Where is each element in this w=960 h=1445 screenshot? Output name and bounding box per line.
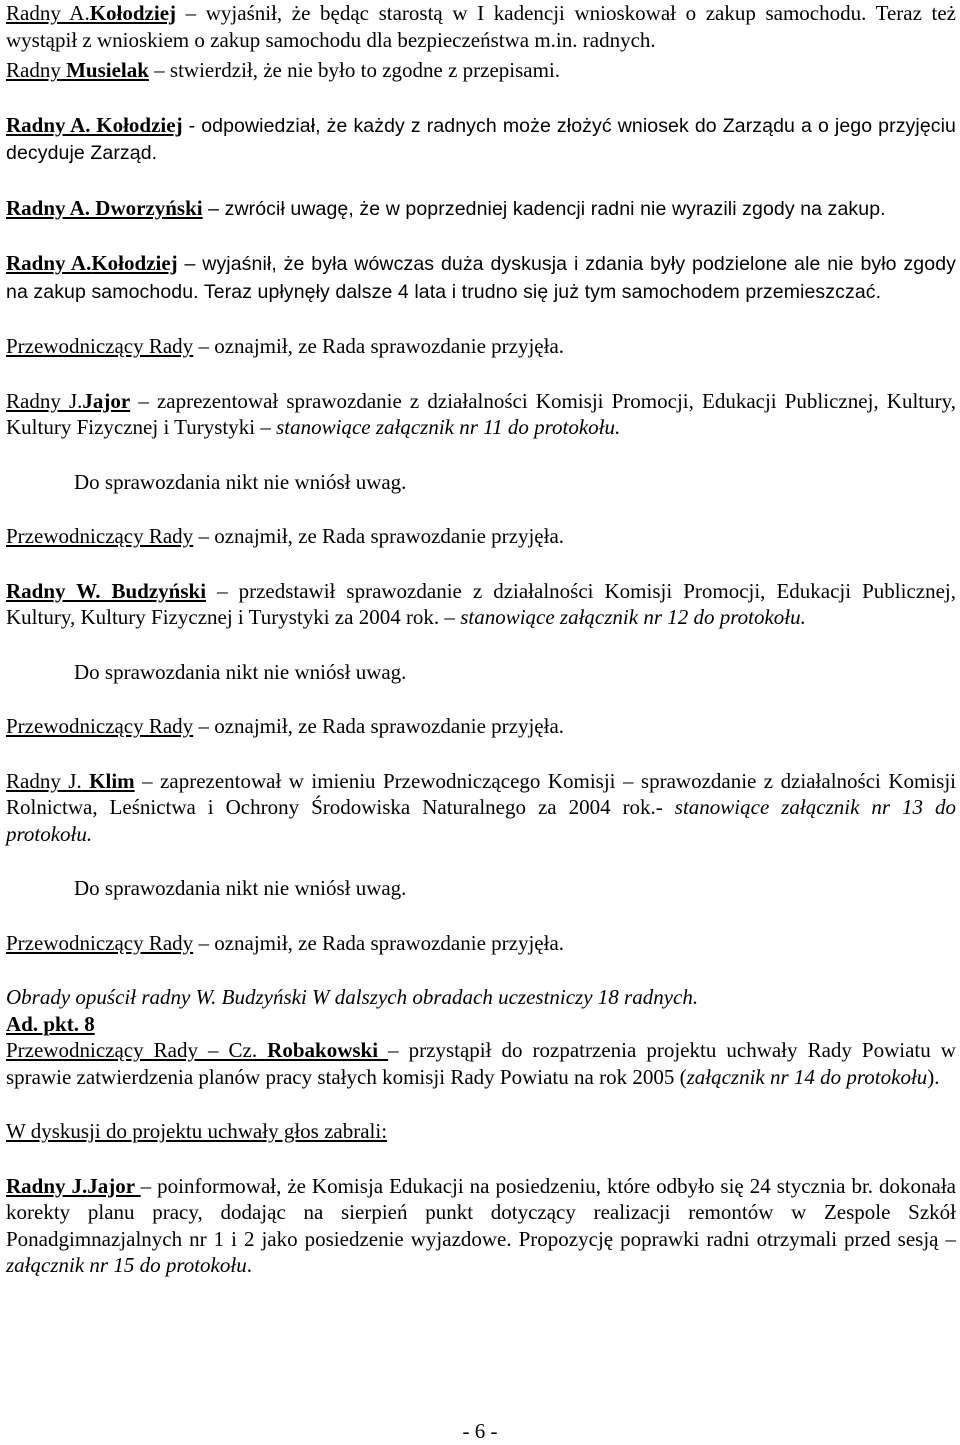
- paragraph-jajor-1: [6, 388, 956, 441]
- attachment-reference: załącznik nr 14 do protokołu: [686, 1064, 928, 1089]
- paragraph-text-end: .: [246, 1253, 252, 1277]
- paragraph-text: – oznajmił, ze Rada sprawozdanie przyjęła.: [193, 334, 565, 358]
- paragraph-text: – poinformował, że Komisja Edukacji na posiedzeniu, które odbyło się 24 stycznia br. dokonała korekty planu pracy, dodając na sierpień punkt dotyczący realizacji remontów w Zespole Szkół Ponadgimnazjalnych nr 1 i 2 jako posiedzenie wyjazdowe. Propozycję poprawki radni otrzymali przed sesją –: [6, 1173, 956, 1251]
- attachment-reference: załącznik nr 15 do protokołu: [6, 1253, 247, 1277]
- paragraph-text: – stwierdził, że nie było to zgodne z przepisami.: [148, 58, 561, 82]
- speaker-surname: Robakowski: [257, 1038, 389, 1062]
- speaker-name: Przewodniczący Rady: [6, 334, 194, 358]
- speaker-name: Przewodniczący Rady: [6, 524, 194, 548]
- paragraph-text: – zwrócił uwagę, że w poprzedniej kadencji radni nie wyrazili zgody na zakup.: [202, 197, 886, 220]
- page-number: - 6 -: [462, 1419, 498, 1443]
- speaker-name: Przewodniczący Rady: [6, 930, 194, 955]
- paragraph-text: – zaprezentował w imieniu Przewodniczącego Komisji – sprawozdanie z działalności Komisji Rolnictwa, Leśnictwa i Ochrony Środowiska Naturalnego za 2004 rok.-: [6, 768, 956, 819]
- attachment-reference: stanowiące załącznik nr 12 do protokołu.: [460, 605, 806, 629]
- paragraph-chairman-4: [6, 930, 956, 957]
- paragraph-no-remarks-3: Do sprawozdania nikt nie wniósł uwag.: [74, 876, 407, 900]
- paragraph-no-remarks-2: Do sprawozdania nikt nie wniósł uwag.: [74, 659, 407, 684]
- discussion-heading: W dyskusji do projektu uchwały głos zabrali:: [6, 1119, 388, 1143]
- speaker-surname: Budzyński: [100, 578, 207, 603]
- paragraph-kolodziej-3: [6, 250, 956, 305]
- paragraph-text: – przedstawił sprawozdanie z działalności Komisji Promocji, Edukacji Publicznej, Kultury, Kultury Fizycznej i Turystyki za 2004 rok. –: [6, 578, 956, 629]
- paragraph-text: – wyjaśnił, że będąc starostą w I kadencji wnioskował o zakup samochodu. Teraz też wystąpił z wnioskiem o zakup samochodu dla bezpieczeństwa m.in. radnych.: [6, 1, 956, 52]
- speaker-name: Radny J.: [6, 768, 82, 793]
- speaker-surname: Kołodziej: [90, 112, 183, 137]
- attachment-reference: stanowiące załącznik nr 13 do protokołu.: [6, 795, 956, 846]
- speaker-surname: Jajor: [82, 388, 131, 413]
- paragraph-klim: [6, 768, 956, 848]
- attachment-reference: stanowiące załącznik nr 11 do protokołu.: [276, 415, 621, 439]
- paragraph-kolodziej-2: [6, 112, 956, 167]
- paragraph-text: – oznajmił, ze Rada sprawozdanie przyjęła.: [193, 930, 565, 955]
- paragraph-text: – wyjaśnił, że była wówczas duża dyskusja i zdania były podzielone ale nie było zgody na zakup samochodu. Teraz upłynęły dalsze 4 lata i trudno się już tym samochodem przemieszczać.: [6, 253, 956, 303]
- paragraph-text: - odpowiedział, że każdy z radnych może złożyć wniosek do Zarządu a o jego przyjęciu decyduje Zarząd.: [6, 114, 957, 164]
- paragraph-text: – przystąpił do rozpatrzenia projektu uchwały Rady Powiatu w sprawie zatwierdzenia planów pracy stałych komisji Rady Powiatu na rok 2005 (: [6, 1038, 956, 1089]
- speaker-surname: Musielak: [66, 58, 149, 82]
- speaker-surname: Klim: [81, 768, 135, 793]
- paragraph-attendance-note: Obrady opuścił radny W. Budzyński W dalszych obradach uczestniczy 18 radnych.: [6, 985, 699, 1009]
- speaker-name: Przewodniczący Rady – Cz.: [6, 1038, 258, 1062]
- paragraph-musielak: [6, 57, 956, 84]
- agenda-point-heading: Ad. pkt. 8: [6, 1011, 95, 1036]
- paragraph-text: – oznajmił, ze Rada sprawozdanie przyjęła.: [193, 714, 565, 738]
- speaker-name: Radny: [6, 58, 61, 82]
- speaker-name: Radny W.: [6, 578, 101, 603]
- speaker-name: Radny A.: [6, 112, 91, 137]
- paragraph-jajor-2: [6, 1173, 956, 1279]
- paragraph-no-remarks-1: Do sprawozdania nikt nie wniósł uwag.: [74, 469, 407, 494]
- paragraph-text: – zaprezentował sprawozdanie z działalności Komisji Promocji, Edukacji Publicznej, Kultury, Kultury Fizycznej i Turystyki –: [6, 388, 956, 439]
- paragraph-kolodziej-1: [6, 0, 956, 53]
- speaker-surname: Kołodziej: [91, 251, 178, 275]
- paragraph-text-end: ).: [927, 1064, 940, 1089]
- paragraph-chairman-1: [6, 333, 956, 360]
- paragraph-chairman-3: [6, 713, 956, 740]
- paragraph-robakowski: [6, 1037, 956, 1090]
- paragraph-text: – oznajmił, ze Rada sprawozdanie przyjęła.: [193, 524, 565, 548]
- paragraph-budzynski: [6, 578, 956, 631]
- speaker-name: Przewodniczący Rady: [6, 714, 194, 738]
- speaker-surname: Jajor: [87, 1173, 141, 1198]
- speaker-name: Radny A.: [6, 251, 92, 275]
- speaker-surname: Dworzyński: [90, 195, 203, 220]
- paragraph-chairman-2: [6, 523, 956, 550]
- speaker-name: Radny A.: [6, 195, 91, 220]
- paragraph-dworzynski: [6, 195, 956, 223]
- speaker-name: Radny J.: [6, 1173, 88, 1198]
- speaker-name: Radny A.: [6, 1, 90, 25]
- speaker-surname: Kołodziej: [89, 1, 177, 25]
- speaker-name: Radny J.: [6, 388, 83, 413]
